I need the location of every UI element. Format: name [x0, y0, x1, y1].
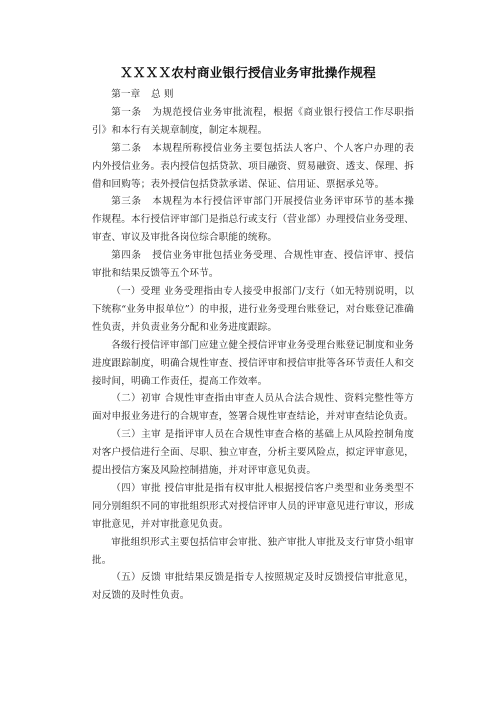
- document-title: ＸＸＸＸ农村商业银行授信业务审批操作规程: [120, 65, 376, 80]
- section-label: （四）审批: [111, 482, 162, 494]
- paragraph-approval-forms: [92, 534, 414, 570]
- section-label: （一）受理: [111, 285, 161, 297]
- section-text: 合规性审查指由审查人员从合法合规性、资料完整性等方面对申报业务进行的合规审查，签署合规性审查结论，并对审查结论负责。: [92, 393, 415, 423]
- paragraph-acceptance-detail: [92, 337, 414, 391]
- chapter-number: 第一章: [111, 89, 141, 100]
- article-1: [92, 104, 414, 140]
- section-text: 是指评审人员在合规性审查合格的基础上从风险控制角度对客户授信进行全面、尽职、独立审查，分析主要风险点，拟定评审意见，提出授信方案及风险控制措施，并对评审意见负责。: [92, 429, 415, 477]
- section-feedback: [92, 569, 414, 605]
- article-2: [92, 140, 414, 194]
- article-text: 本规程所称授信业务主要包括法人客户、个人客户办理的表内外授信业务。表内授信包括贷款、项目融资、贸易融资、透支、保理、拆借和回购等；表外授信包括贷款承诺、保证、信用证、票据承兑等。: [92, 142, 414, 190]
- paragraph-text: 审批组织形式主要包括信审会审批、独产审批人审批及支行审贷小组审批。: [92, 536, 414, 566]
- section-approval: [92, 480, 414, 534]
- section-label: （三）主审: [111, 429, 162, 441]
- article-text: 授信业务审批包括业务受理、合规性审查、授信评审、授信审批和结果反馈等五个环节。: [92, 250, 414, 280]
- article-label: 第二条: [111, 142, 142, 154]
- article-4: [92, 247, 414, 283]
- section-initial-review: [92, 390, 414, 426]
- article-label: 第三条: [111, 196, 142, 208]
- section-text: 业务受理指由专人接受申报部门/支行（如无特别说明，以下统称“业务申报单位”）的申报，进行业务受理台账登记，对台账登记准确性负责，并负责业务分配和业务进度跟踪。: [92, 285, 415, 333]
- section-label: （二）初审: [111, 393, 162, 405]
- chapter-heading: [92, 86, 414, 104]
- article-text: 为规范授信业务审批流程，根据《商业银行授信工作尽职指引》和本行有关规章制度，制定本规程。: [92, 106, 414, 136]
- section-acceptance: [92, 283, 414, 337]
- article-label: 第一条: [111, 106, 142, 118]
- article-label: 第四条: [111, 250, 142, 262]
- section-label: （五）反馈: [111, 572, 162, 584]
- paragraph-text: 各级行授信评审部门应建立健全授信评审业务受理台账登记制度和业务进度跟踪制度，明确合规性审查、授信评审和授信审批等各环节责任人和交接时间，明确工作责任，提高工作效率。: [92, 339, 414, 387]
- section-text: 授信审批是指有权审批人根据授信客户类型和业务类型不同分别组织不同的审批组织形式对授信评审人员的评审意见进行审议，形成审批意见，并对审批意见负责。: [92, 482, 415, 530]
- section-text: 审批结果反馈是指专人按照规定及时反馈授信审批意见，对反馈的及时性负责。: [92, 572, 415, 602]
- document-body: [92, 86, 414, 605]
- article-3: [92, 193, 414, 247]
- section-main-review: [92, 426, 414, 480]
- chapter-name: 总 则: [150, 89, 174, 100]
- article-text: 本规程为本行授信评审部门开展授信业务评审环节的基本操作规程。本行授信评审部门是指总行或支行（营业部）办理授信业务受理、审查、审议及审批各岗位综合职能的统称。: [92, 196, 414, 244]
